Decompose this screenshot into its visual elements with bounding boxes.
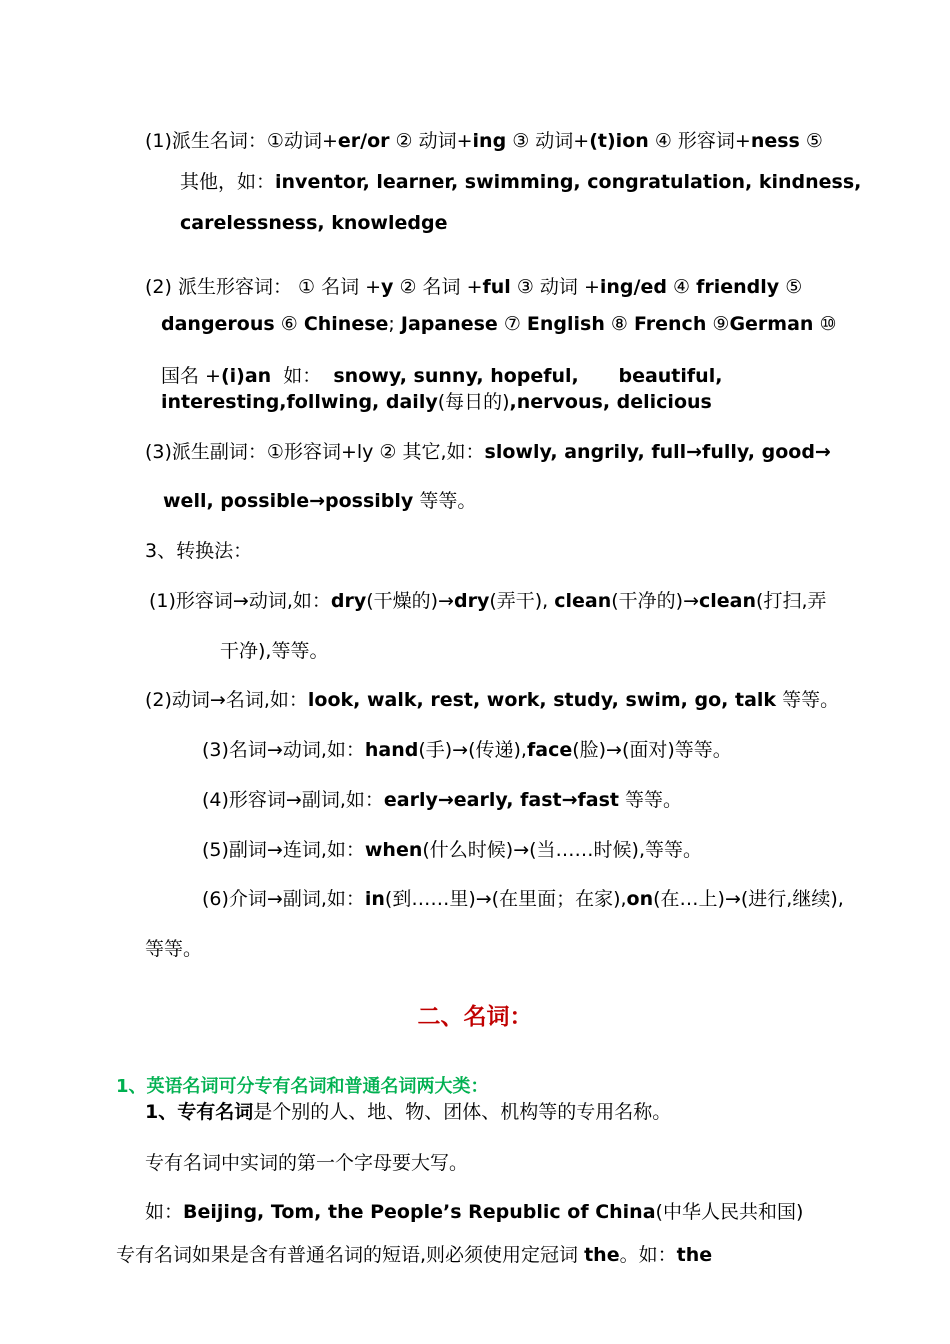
adj-to-verb-line-2: 干净),等等。 (220, 640, 329, 662)
derived-nouns-line-2: 其他，如：inventor, learner, swimming, congratulation, kindness, (180, 171, 862, 193)
nouns-subheading: 1、英语名词可分专有名词和普通名词两大类： (116, 1076, 489, 1097)
proper-noun-examples: 如：Beijing, Tom, the People’s Republic of China(中华人民共和国) (145, 1201, 804, 1223)
derived-adverbs-line-2: well, possible→possibly 等等。 (163, 490, 477, 512)
adv-to-conj-line: (5)副词→连词,如：when(什么时候)→(当……时候),等等。 (202, 839, 702, 861)
derived-adjectives-line-3: 国名 +(i)an 如： snowy, sunny, hopeful, beautiful, (161, 365, 723, 387)
conversion-title: 3、转换法： (145, 540, 253, 562)
derived-adjectives-line-2: dangerous ⑥ Chinese; Japanese ⑦ English ⑧ French ⑨German ⑩ (161, 313, 837, 335)
derived-adverbs-line-1: (3)派生副词：①形容词+ly ② 其它,如：slowly, angrily, full→fully, good→ (145, 441, 831, 463)
proper-noun-definition: 1、专有名词是个别的人、地、物、团体、机构等的专用名称。 (145, 1101, 672, 1123)
prep-to-adv-line-1: (6)介词→副词,如：in(到……里)→(在里面；在家),on(在…上)→(进行,继续), (202, 888, 844, 910)
derived-adjectives-line-1: (2) 派生形容词： ① 名词 +y ② 名词 +ful ③ 动词 +ing/ed ④ friendly ⑤ (145, 276, 803, 298)
adj-to-verb-line-1: (1)形容词→动词,如：dry(干燥的)→dry(弄干), clean(干净的)→clean(打扫,弄 (149, 590, 827, 612)
noun-to-verb-line: (3)名词→动词,如：hand(手)→(传递),face(脸)→(面对)等等。 (202, 739, 732, 761)
derived-nouns-line-3: carelessness, knowledge (180, 212, 448, 234)
adj-to-adv-line: (4)形容词→副词,如：early→early, fast→fast 等等。 (202, 789, 683, 811)
derived-adjectives-line-4: interesting,follwing, daily(每日的),nervous, delicious (161, 391, 712, 413)
verb-to-noun-line: (2)动词→名词,如：look, walk, rest, work, study, swim, go, talk 等等。 (145, 689, 840, 711)
proper-noun-article-rule: 专有名词如果是含有普通名词的短语,则必须使用定冠词 the。如：the (116, 1244, 713, 1266)
proper-noun-capital-rule: 专有名词中实词的第一个字母要大写。 (145, 1152, 469, 1174)
derived-nouns-line-1: (1)派生名词：①动词+er/or ② 动词+ing ③ 动词+(t)ion ④ 形容词+ness ⑤ (145, 130, 823, 152)
nouns-heading: 二、名词： (417, 1004, 533, 1030)
prep-to-adv-line-2: 等等。 (145, 938, 203, 960)
